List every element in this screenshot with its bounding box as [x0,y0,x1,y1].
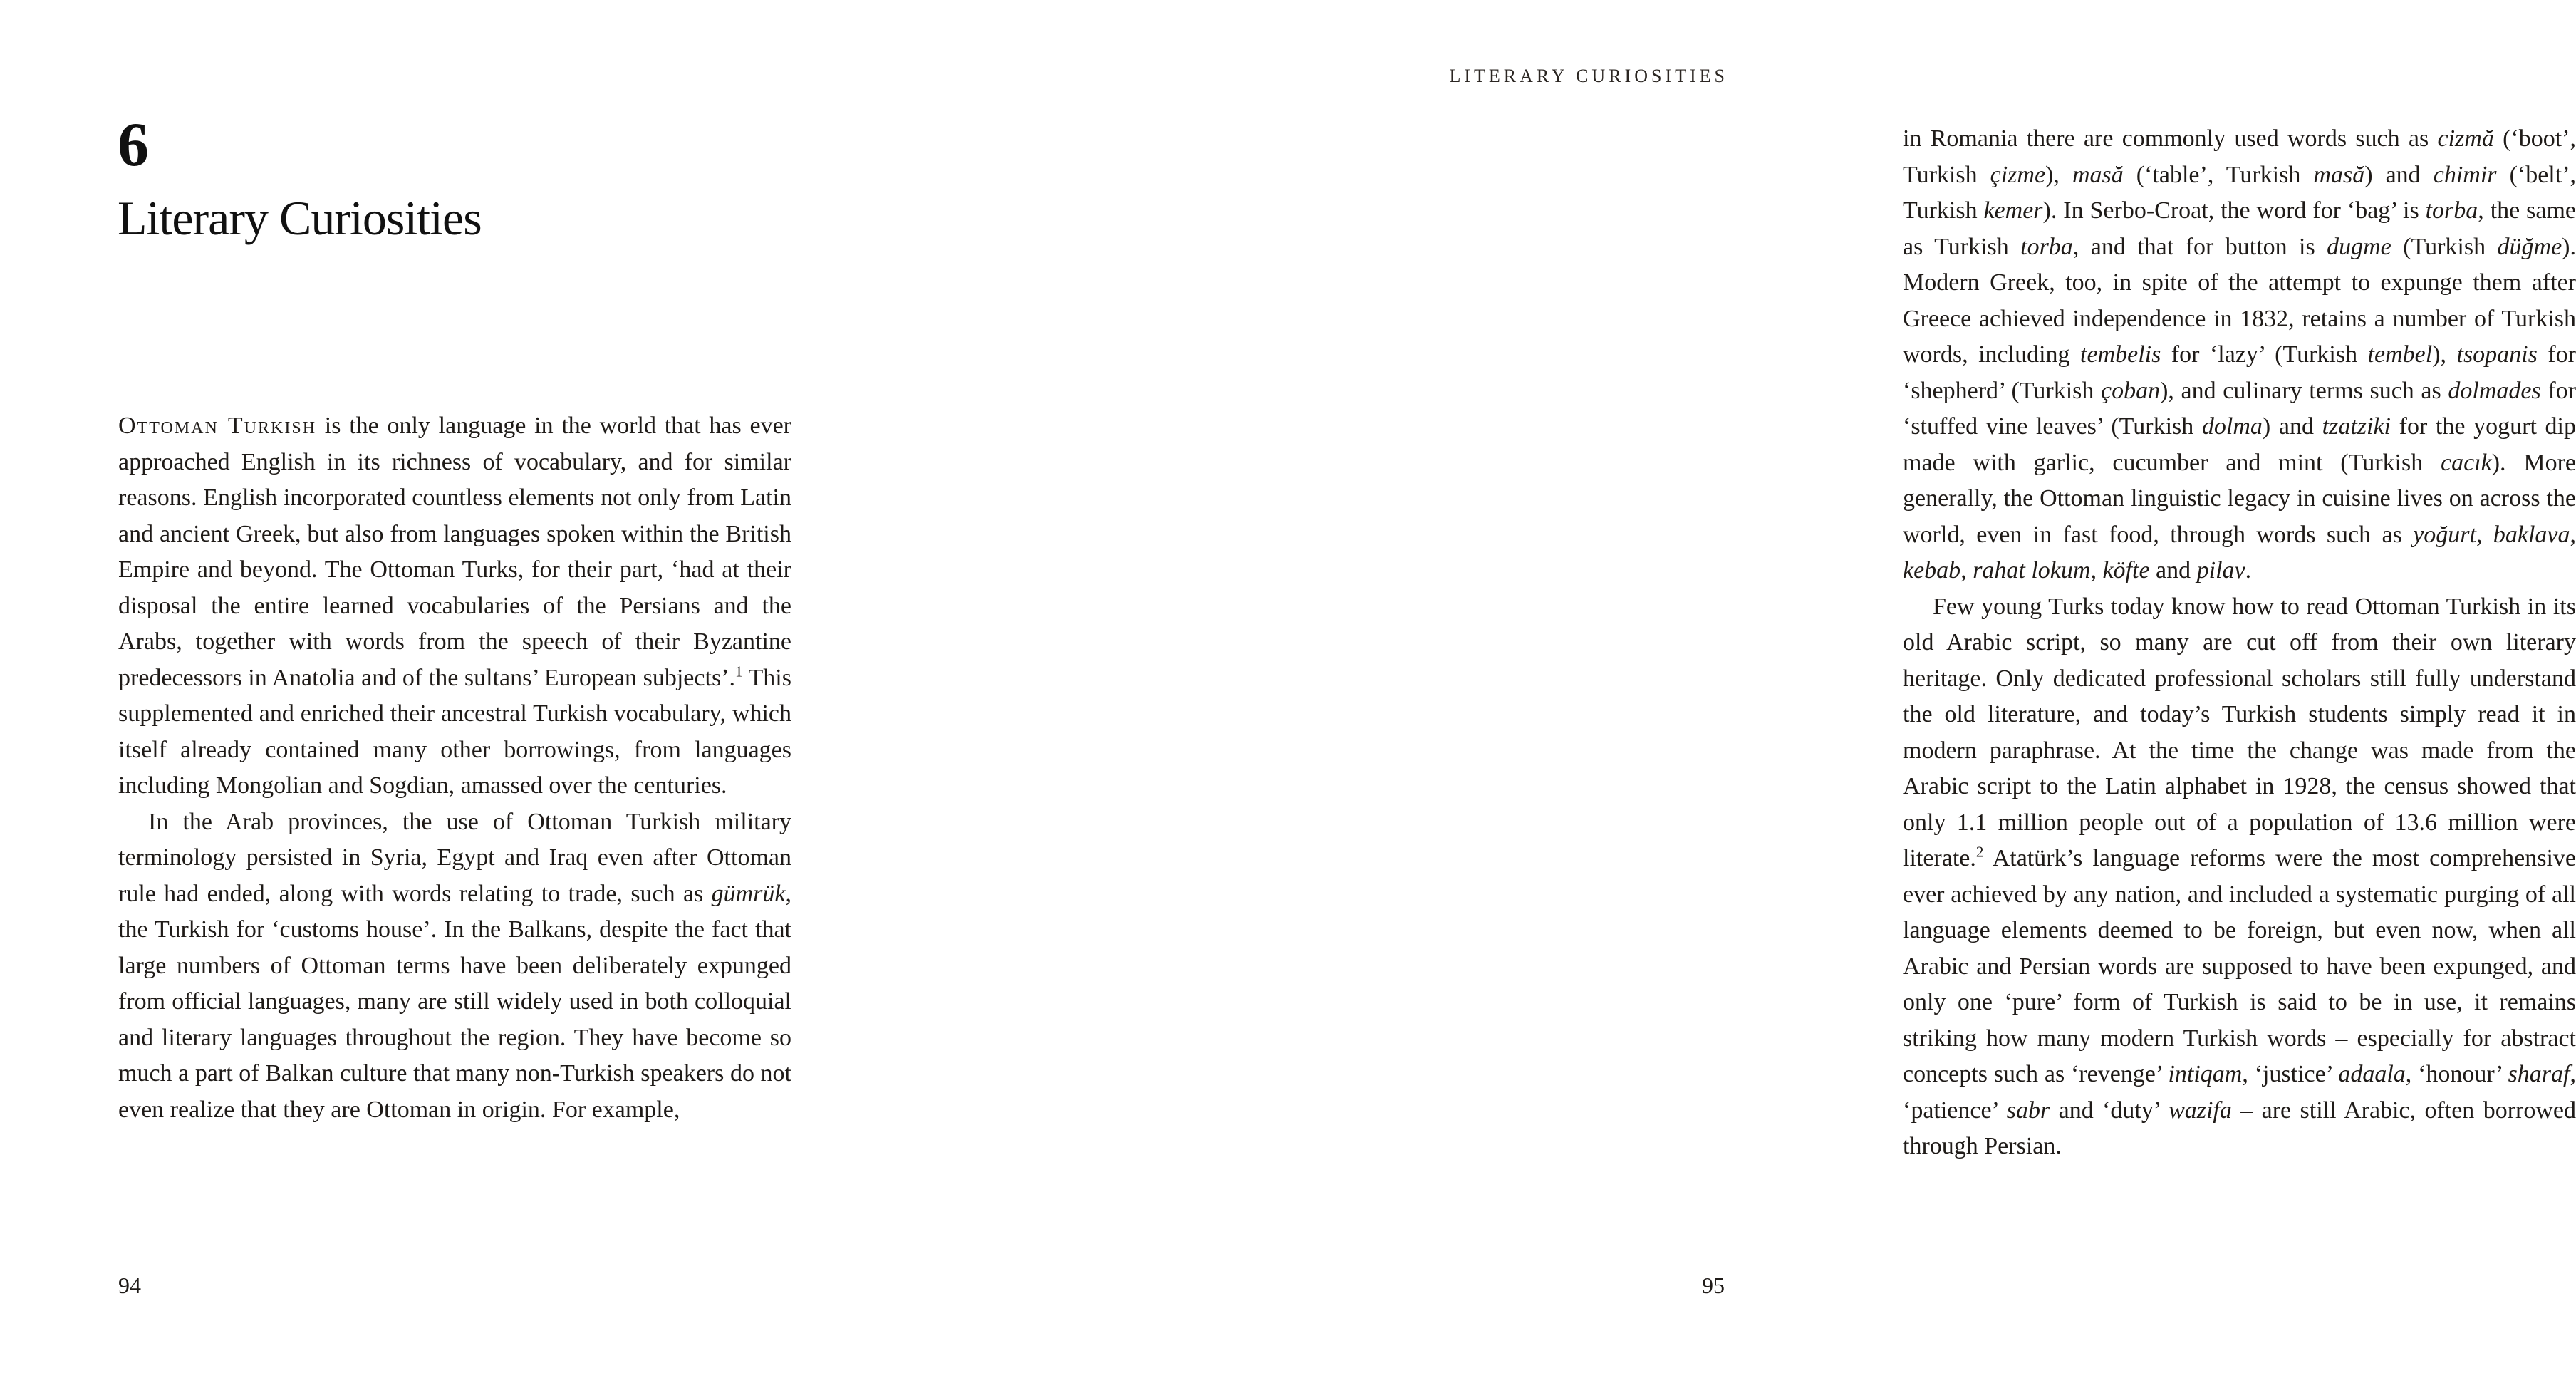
italic-term: çizme [1990,161,2046,188]
body-text: and [2149,557,2197,584]
body-text: , ‘patience’ [1903,1061,2576,1124]
body-text: ) and [2262,413,2322,440]
body-text: ). More generally, the Ottoman linguistic legacy in cuisine lives on across the world, even in fast food, through words such as [1903,449,2576,548]
body-text: In the Arab provinces, the use of Ottoman Turkish military terminology persisted in Syria, Egypt and Iraq even after Ottoman rule had ended, along with words relating to trade, such as [118,808,791,907]
body-text: (Turkish [2391,233,2498,260]
body-text: , ‘justice’ [2242,1061,2339,1087]
italic-term: torba [2020,233,2073,260]
body-text: ), [2045,161,2072,188]
italic-term: gümrük [711,880,786,907]
running-head: LITERARY CURIOSITIES [1449,66,1728,86]
body-text: , ‘honour’ [2405,1061,2508,1087]
body-text: ), [2432,341,2457,368]
body-text: (‘boot’, Turkish [1903,125,2576,188]
italic-term: kemer [1983,197,2043,224]
body-text: , the Turkish for ‘customs house’. In the Balkans, despite the fact that large numbers of Ottoman terms have been deliberately expunged from official languages, many are still widely used in both colloquial and literary languages throughout the region. They have become so much a part of Balkan culture that many non-Turkish speakers do not even realize that they are Ottoman in origin. For example, [118,880,791,1123]
page-number: 95 [1702,1273,1725,1298]
body-paragraph [118,408,791,804]
italic-term: intiqam [2168,1061,2243,1087]
body-text: , [2090,557,2103,584]
chapter-opening-smallcaps: Ottoman Turkish [118,413,317,439]
italic-term: dolma [2201,413,2263,440]
body-text: ). In Serbo-Croat, the word for ‘bag’ is [2042,197,2426,224]
italic-term: çoban [2101,377,2161,404]
body-text: for the yogurt dip made with garlic, cucumber and mint (Turkish [1903,413,2576,476]
body-text: ) and [2364,161,2434,188]
italic-term: tsopanis [2456,341,2538,368]
body-paragraph [1903,121,2576,589]
body-text: , [2570,521,2576,548]
italic-term: torba [2425,197,2478,224]
body-text: Few young Turks today know how to read Ottoman Turkish in its old Arabic script, so many are cut off from their own literary heritage. Only dedicated professional scholars still fully understand the old literature, and today’s Turkish students simply read it in modern paraphrase. At the time the change was made from the Arabic script to the Latin alphabet in 1928, the census showed that only 1.1 million people out of a population of 13.6 million were literate. [1903,593,2576,871]
body-text: (‘belt’, Turkish [1903,161,2576,224]
body-text: , the same as Turkish [1903,197,2576,260]
page-number: 94 [118,1273,141,1298]
italic-term: rahat lokum [1973,557,2091,584]
body-text: , [1960,557,1973,584]
italic-term: baklava [2493,521,2570,548]
footnote-marker: 2 [1975,843,1984,861]
body-text: Atatürk’s language reforms were the most comprehensive ever achieved by any nation, and included a systematic purging of all language elements deemed to be foreign, but even now, when all Arabic and Persian words are supposed to have been expunged, and only one ‘pure’ form of Turkish is said to be in use, it remains striking how many modern Turkish words – especially for abstract concepts such as ‘revenge’ [1903,845,2576,1087]
italic-term: tembelis [2080,341,2161,368]
italic-term: wazifa [2169,1097,2232,1124]
italic-term: köfte [2102,557,2150,584]
italic-term: tembel [2367,341,2433,368]
italic-term: pilav [2196,557,2245,584]
body-paragraph [1903,589,2576,1165]
italic-term: chimir [2433,161,2497,188]
italic-term: kebab [1903,557,1961,584]
chapter-number: 6 [118,110,149,180]
italic-term: cacık [2441,449,2492,476]
body-text: in Romania there are commonly used words such as [1903,125,2438,152]
body-text: – are still Arabic, often borrowed through Persian. [1903,1097,2576,1159]
body-text: ). Modern Greek, too, in spite of the attempt to expunge them after Greece achieved independence in 1832, retains a number of Turkish words, including [1903,233,2576,368]
chapter-title: Literary Curiosities [118,191,482,245]
left-page [0,0,894,1373]
body-text: for ‘lazy’ (Turkish [2161,341,2368,368]
italic-term: sharaf [2508,1061,2570,1087]
body-text: . [2245,557,2252,584]
italic-term: dugme [2327,233,2391,260]
body-paragraph [118,804,791,1129]
italic-term: dolmades [2448,377,2541,404]
body-text: This supplemented and enriched their ancestral Turkish vocabulary, which itself already contained many other borrowings, from languages including Mongolian and Sogdian, amassed over the centuries. [118,664,791,799]
body-text: is the only language in the world that has ever approached English in its richness of vocabulary, and for similar reasons. English incorporated countless elements not only from Latin and ancient Greek, but also from languages spoken within the British Empire and beyond. The Ottoman Turks, for their part, ‘had at their disposal the entire learned vocabularies of the Persians and the Arabs, together with words from the speech of their Byzantine predecessors in Anatolia and of the sultans’ European subjects’. [118,413,791,691]
body-text: ), and culinary terms such as [2160,377,2448,404]
italic-term: cizmă [2437,125,2494,152]
italic-term: adaala [2338,1061,2406,1087]
italic-term: masă [2313,161,2365,188]
body-text: for ‘stuffed vine leaves’ (Turkish [1903,377,2576,440]
body-text: , [2476,521,2493,548]
body-text: and ‘duty’ [2050,1097,2169,1124]
body-text: for ‘shepherd’ (Turkish [1903,341,2576,404]
italic-term: düğme [2497,233,2562,260]
italic-term: sabr [2006,1097,2050,1124]
right-page [894,0,2576,1373]
left-page-body [118,408,791,1128]
body-text: (‘table’, Turkish [2123,161,2314,188]
italic-term: masă [2072,161,2124,188]
italic-term: tzatziki [2322,413,2391,440]
right-page-body [1903,121,2576,1165]
footnote-marker: 1 [735,663,743,680]
body-text: , and that for button is [2072,233,2327,260]
italic-term: yoğurt [2413,521,2476,548]
